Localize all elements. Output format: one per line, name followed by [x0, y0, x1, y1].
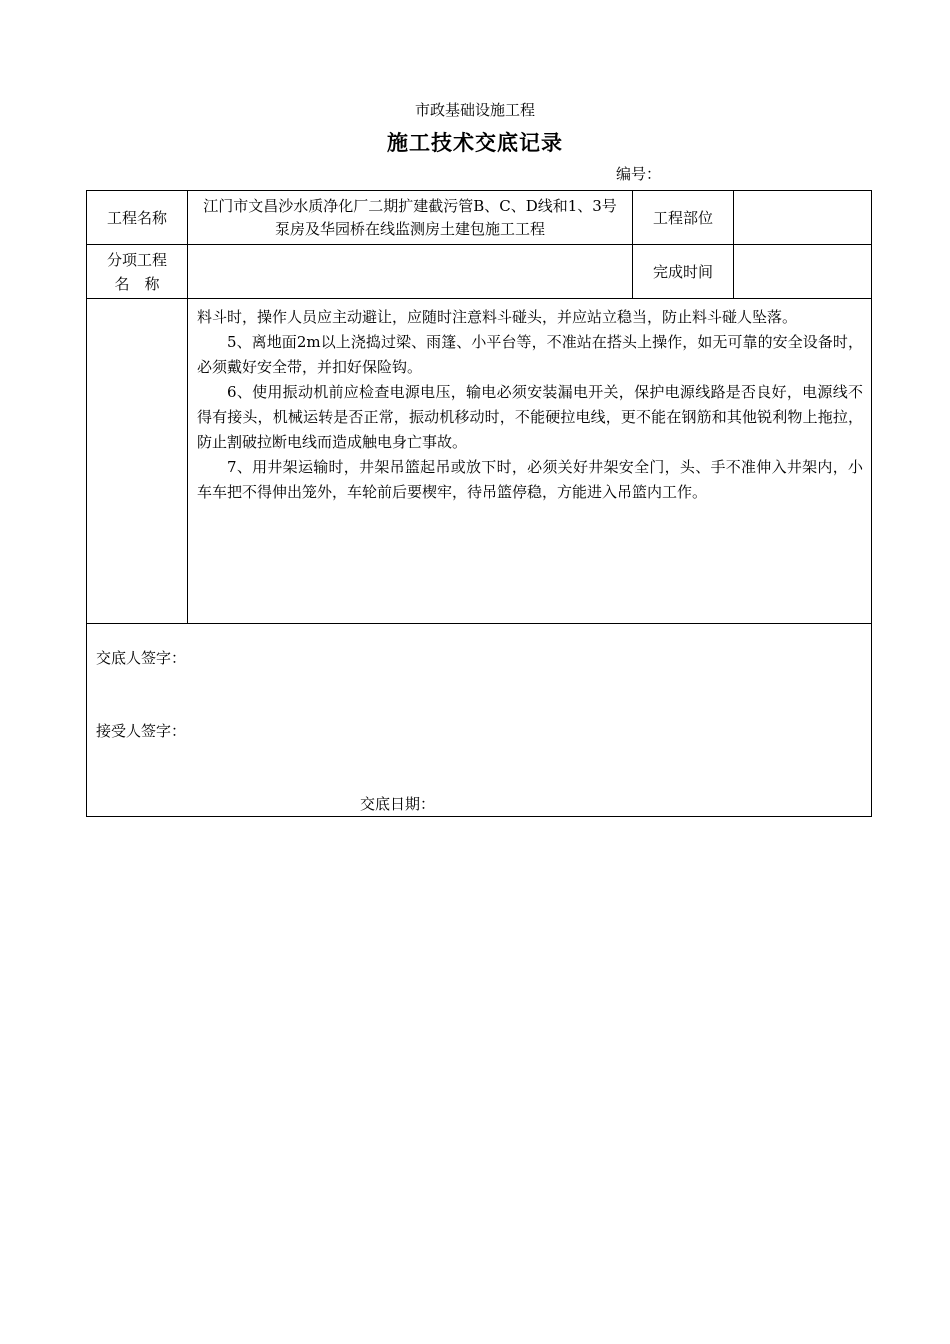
- completion-time-value: [734, 245, 872, 299]
- project-location-label: 工程部位: [633, 191, 734, 245]
- disclosure-content: [188, 299, 872, 624]
- signature-area: [87, 624, 872, 817]
- discloser-signature-label: 交底人签字：: [96, 649, 187, 667]
- project-name-row: [87, 191, 872, 245]
- content-row: [87, 299, 872, 624]
- completion-time-label: 完成时间: [633, 245, 734, 299]
- project-location-value: [734, 191, 872, 245]
- content-paragraph: 料斗时，操作人员应主动避让，应随时注意料斗碰头，并应站立稳当，防止料斗碰人坠落。: [197, 308, 798, 326]
- signature-row: [87, 624, 872, 817]
- number-label: 编号：: [616, 165, 662, 183]
- subitem-label-line2: 名 称: [114, 274, 160, 293]
- document-subtitle: 市政基础设施工程: [414, 101, 535, 119]
- project-name-label: 工程名称: [87, 191, 188, 245]
- document-title: 施工技术交底记录: [387, 130, 563, 155]
- subitem-row: [87, 245, 872, 299]
- disclosure-record-table: [86, 190, 872, 817]
- receiver-signature-label: 接受人签字：: [96, 722, 187, 740]
- subitem-name-label: [87, 245, 188, 299]
- subitem-label-line1: 分项工程: [106, 250, 167, 269]
- project-name-value: 江门市文昌沙水质净化厂二期扩建截污管B、C、D线和1、3号泵房及华园桥在线监测房土建包施工工程: [188, 191, 633, 245]
- disclosure-date-label: 交底日期：: [360, 795, 436, 813]
- content-left-blank: [87, 299, 188, 624]
- content-paragraph: 7、用井架运输时，井架吊篮起吊或放下时，必须关好井架安全门，头、手不准伸入井架内，小车车把不得伸出笼外，车轮前后要楔牢，待吊篮停稳，方能进入吊篮内工作。: [197, 458, 863, 501]
- content-paragraph: 6、使用振动机前应检查电源电压，输电必须安装漏电开关，保护电源线路是否良好，电源线不得有接头，机械运转是否正常，振动机移动时，不能硬拉电线，更不能在钢筋和其他锐利物上拖拉，防止割破拉断电线而造成触电身亡事故。: [197, 383, 863, 451]
- content-paragraph: 5、离地面2m以上浇捣过梁、雨篷、小平台等，不准站在搭头上操作，如无可靠的安全设备时，必须戴好安全带，并扣好保险钩。: [197, 333, 863, 376]
- subitem-name-value: [188, 245, 633, 299]
